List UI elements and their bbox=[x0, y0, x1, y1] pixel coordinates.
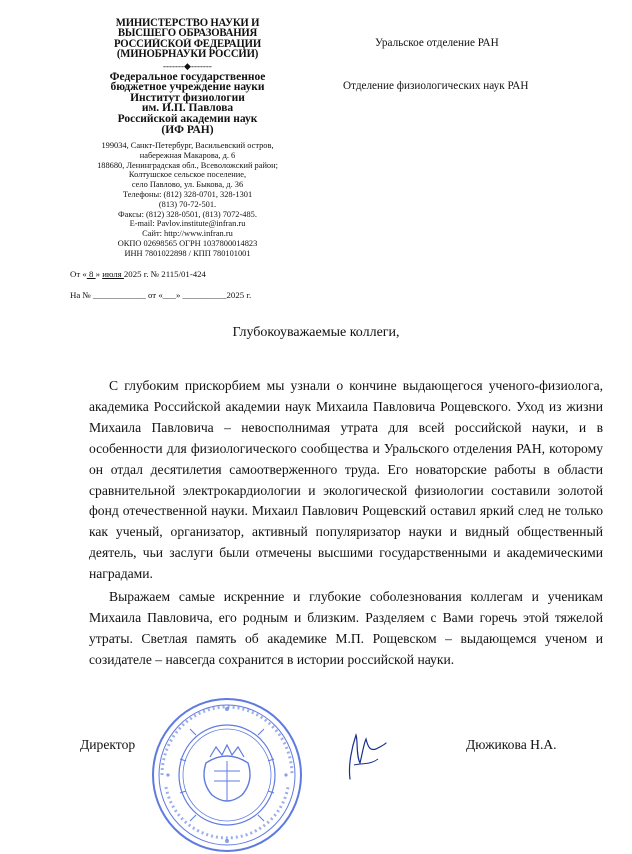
official-seal-icon bbox=[150, 689, 305, 854]
signatory-title: Директор bbox=[80, 737, 136, 752]
contact-line: 188680, Ленинградская обл., Всеволожский район; bbox=[97, 160, 278, 170]
outgoing-reference bbox=[70, 269, 206, 279]
institute-name bbox=[60, 72, 315, 136]
greeting: Глубокоуважаемые коллеги, bbox=[232, 325, 400, 340]
ministry-line: РОССИЙСКОЙ ФЕДЕРАЦИИ bbox=[114, 37, 261, 50]
institute-line: Федеральное государственное bbox=[109, 70, 266, 83]
handwritten-signature-icon bbox=[340, 729, 390, 781]
outgoing-day: 8 bbox=[86, 269, 96, 279]
recipient-line-1: Уральское отделение РАН bbox=[375, 37, 499, 49]
contact-line: 199034, Санкт-Петербург, Васильевский остров, bbox=[101, 141, 274, 150]
letterhead bbox=[60, 18, 315, 135]
institute-line: им. И.П. Павлова bbox=[141, 102, 234, 115]
ministry-line: МИНИСТЕРСТВО НАУКИ И bbox=[115, 17, 260, 29]
letter-body bbox=[89, 376, 603, 671]
contact-line: E-mail: Pavlov.institute@infran.ru bbox=[129, 219, 246, 229]
ministry-line: (МИНОБРНАУКИ РОССИИ) bbox=[116, 48, 259, 61]
contact-line: ОКПО 02698565 ОГРН 1037800014823 bbox=[117, 238, 258, 248]
contact-line: Колтушское сельское поселение, bbox=[128, 170, 247, 180]
contact-line: Факсы: (812) 328-0501, (813) 7072-485. bbox=[118, 209, 257, 219]
incoming-reference: На № ____________ от «___» __________2025 г. bbox=[70, 290, 252, 300]
institute-line: (ИФ РАН) bbox=[161, 123, 214, 136]
institute-line: Институт физиологии bbox=[130, 91, 245, 104]
outgoing-number: 2025 г. № 2115/01-424 bbox=[123, 269, 206, 279]
contact-line: ИНН 7801022898 / КПП 780101001 bbox=[124, 248, 251, 258]
contact-line: село Павлово, ул. Быкова, д. 36 bbox=[131, 180, 244, 190]
outgoing-month: июля bbox=[102, 269, 124, 279]
ministry-line: ВЫСШЕГО ОБРАЗОВАНИЯ bbox=[117, 27, 258, 40]
recipient-line-2: Отделение физиологических наук РАН bbox=[343, 80, 529, 92]
institute-line: бюджетное учреждение науки bbox=[110, 81, 265, 94]
ornament-divider: -------◆------- bbox=[163, 60, 212, 71]
contact-line: Телефоны: (812) 328-0701, 328-1301 bbox=[122, 189, 253, 199]
signatory-name: Дюжикова Н.А. bbox=[466, 737, 557, 752]
outgoing-prefix: От « bbox=[70, 269, 87, 279]
paragraph-1: С глубоким прискорбием мы узнали о кончине выдающегося ученого-физиолога, академика Российской академии наук Михаила Павловича Рощевского. Уход из жизни Михаила Павловича – невосполнимая утрата для всей российской науки, и в особенности для физиологического сообщества и Уральского отделения РАН, которому он отдал десятилетия самоотверженного труда. Его новаторские работы в области сравнительной электрокардиологии и экологической физиологии составили золотой фонд отечественной науки. Михаил Павлович Рощевский оставил яркий след не только как ученый, организатор, активный популяризатор науки и видный общественный деятель, чьи заслуги были отмечены высшими государственными и академическими наградами. bbox=[89, 378, 603, 582]
contact-line: (813) 70-72-501. bbox=[158, 199, 217, 209]
contact-block bbox=[70, 141, 305, 259]
contact-line: Сайт: http://www.infran.ru bbox=[142, 229, 233, 239]
contact-line: набережная Макарова, д. 6 bbox=[139, 150, 236, 160]
institute-line: Российской академии наук bbox=[117, 113, 258, 125]
ministry-name bbox=[60, 18, 315, 60]
outgoing-separator: » bbox=[95, 269, 103, 279]
paragraph-2: Выражаем самые искренние и глубокие соболезнования коллегам и ученикам Михаила Павловича, его родным и близким. Разделяем с Вами горечь этой тяжелой утраты. Светлая память об академике М.П. Рощевском – выдающемся ученом и созидателе – навсегда сохранится в истории российской науки. bbox=[89, 589, 603, 667]
